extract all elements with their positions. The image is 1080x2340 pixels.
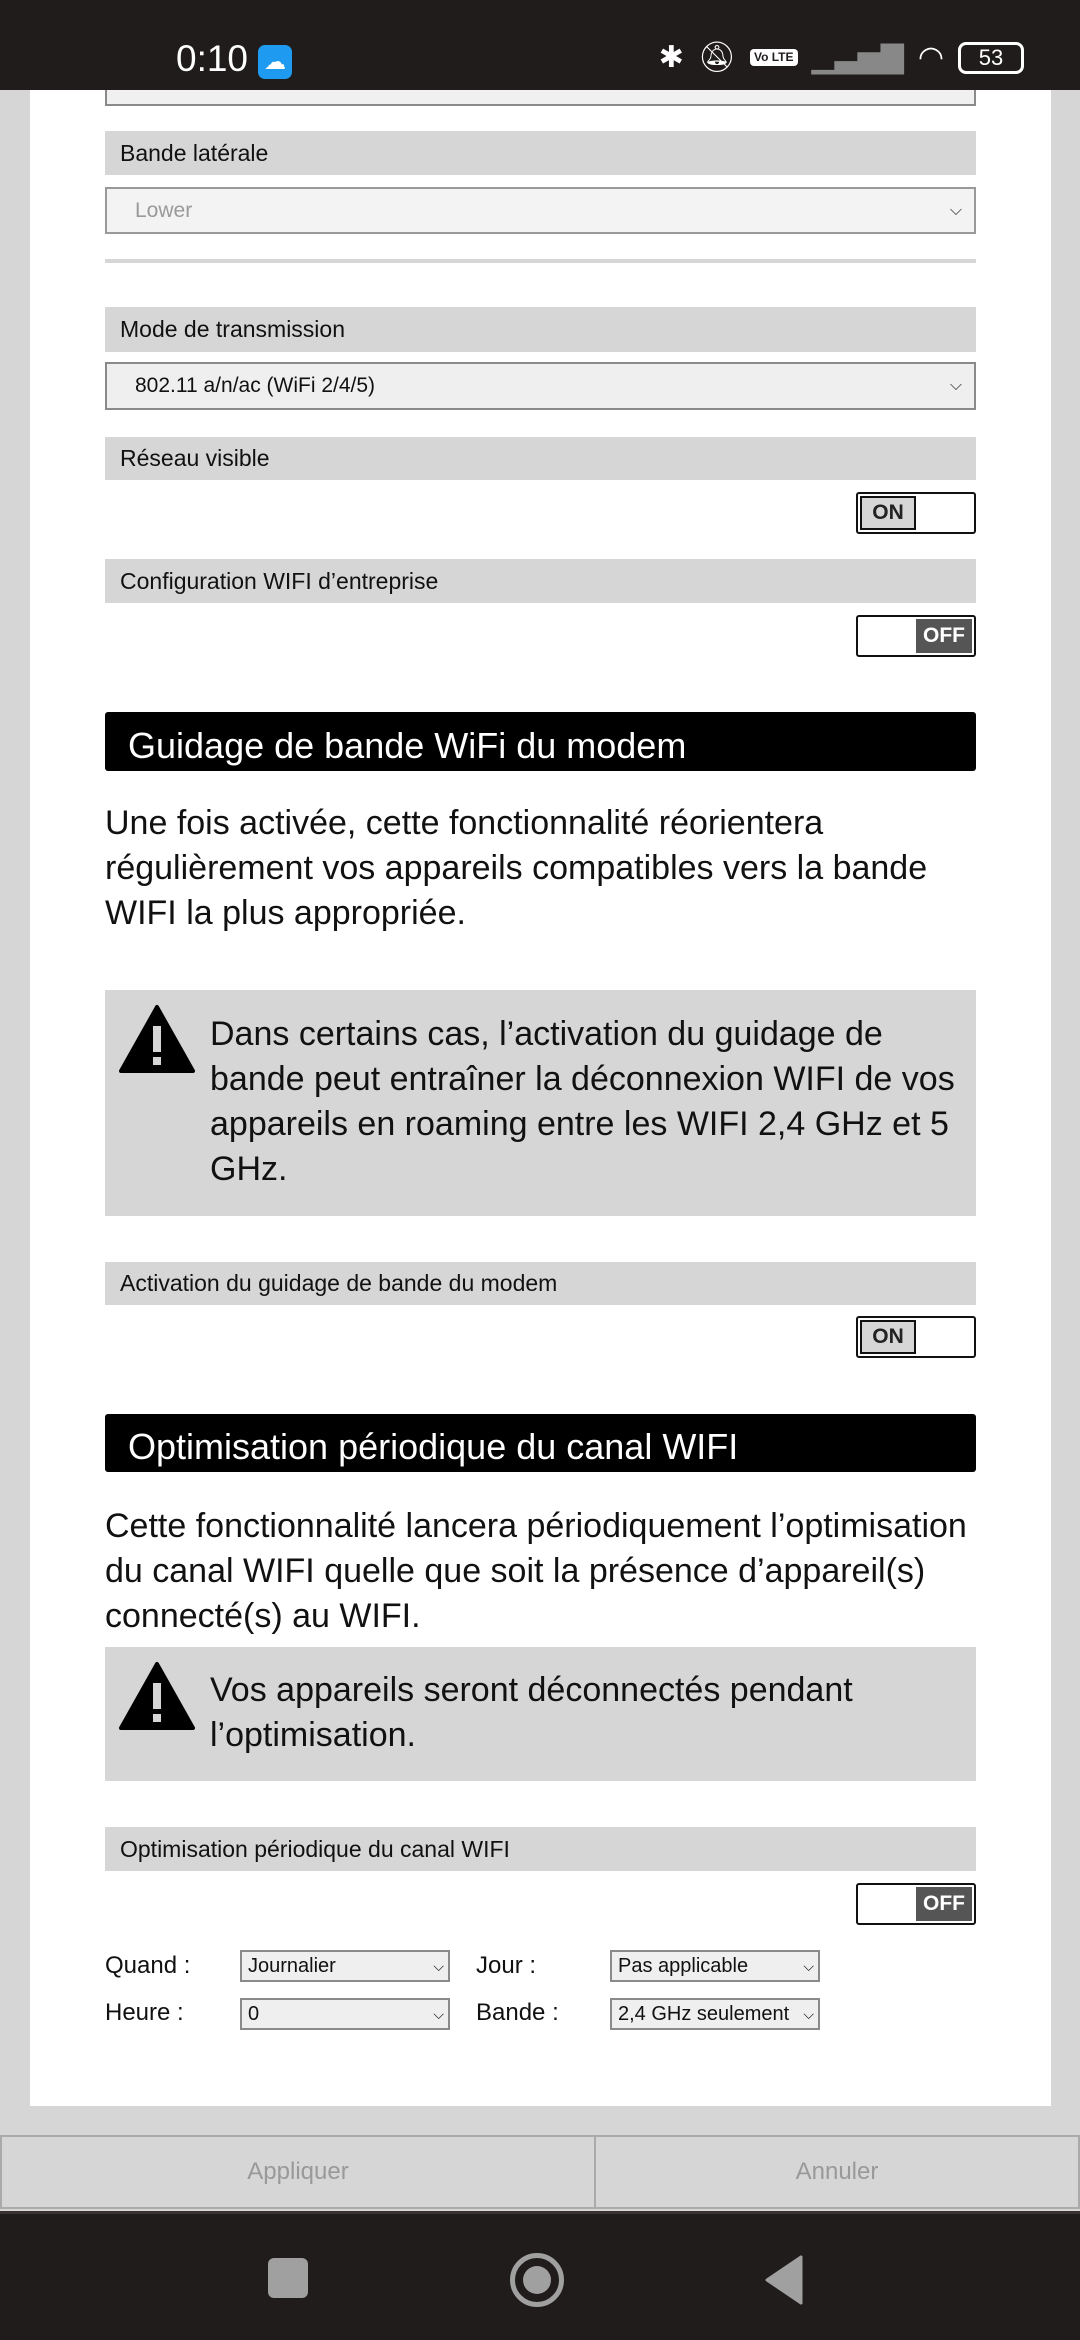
hour-select[interactable] — [240, 1998, 450, 2030]
band-value: 2,4 GHz seulement — [618, 2003, 790, 2025]
day-select[interactable] — [610, 1950, 820, 1982]
cloud-icon: ☁ — [258, 45, 292, 79]
chevron-down-icon: ⌵ — [949, 377, 962, 394]
warning-icon — [119, 1004, 195, 1074]
sideband-value: Lower — [135, 198, 193, 222]
back-button[interactable] — [763, 2255, 805, 2305]
day-value: Pas applicable — [618, 1955, 749, 1977]
channel-opt-toggle-label: Optimisation périodique du canal WIFI — [105, 1827, 976, 1871]
channel-opt-toggle[interactable] — [856, 1883, 976, 1925]
enterprise-toggle[interactable] — [856, 615, 976, 657]
status-bar — [0, 0, 1080, 90]
visible-label: Réseau visible — [105, 437, 976, 480]
apply-button[interactable]: Appliquer — [0, 2135, 596, 2209]
transmission-select[interactable] — [105, 362, 976, 410]
sideband-select[interactable] — [105, 187, 976, 234]
transmission-label: Mode de transmission — [105, 307, 976, 352]
band-steering-header: Guidage de bande WiFi du modem — [105, 712, 976, 771]
chevron-down-icon: ⌵ — [433, 2006, 444, 2022]
mute-bell-icon: 🔕︎ — [697, 41, 736, 74]
warning-icon — [119, 1661, 195, 1731]
band-steering-toggle-label: Activation du guidage de bande du modem — [105, 1262, 976, 1305]
sideband-label: Bande latérale — [105, 131, 976, 175]
transmission-value: 802.11 a/n/ac (WiFi 2/4/5) — [135, 374, 376, 397]
home-icon — [523, 2266, 551, 2294]
chevron-down-icon: ⌵ — [803, 2006, 814, 2022]
enterprise-label: Configuration WIFI d’entreprise — [105, 559, 976, 603]
toggle-state: OFF — [916, 1887, 972, 1921]
navigation-bar — [0, 2211, 1080, 2340]
band-steering-description: Une fois activée, cette fonctionnalité réorientera régulièrement vos appareils compatibles vers la bande WIFI la plus appropriée. — [105, 804, 928, 932]
visible-toggle[interactable] — [856, 492, 976, 534]
chevron-down-icon: ⌵ — [803, 1958, 814, 1974]
when-label: Quand : — [105, 1952, 191, 1979]
band-label: Bande : — [476, 1999, 559, 2026]
cancel-button[interactable]: Annuler — [594, 2135, 1080, 2209]
channel-opt-header: Optimisation périodique du canal WIFI — [105, 1414, 976, 1472]
channel-opt-description: Cette fonctionnalité lancera périodiquement l’optimisation du canal WIFI quelle que soit la présence d’appareil(s) connecté(s) au WIFI. — [105, 1507, 967, 1635]
chevron-down-icon: ⌵ — [949, 201, 962, 219]
channel-opt-warning — [105, 1647, 976, 1781]
volte-icon: Vo LTE — [750, 49, 798, 66]
warning-text: Vos appareils seront déconnectés pendant l’optimisation. — [210, 1671, 853, 1754]
home-button[interactable] — [510, 2253, 564, 2307]
hour-label: Heure : — [105, 1999, 184, 2026]
clock: 0:10 — [176, 38, 249, 79]
bluetooth-icon: ✱ — [658, 41, 684, 74]
recents-button[interactable] — [268, 2258, 308, 2298]
band-select[interactable] — [610, 1998, 820, 2030]
when-select[interactable] — [240, 1950, 450, 1982]
divider — [105, 259, 976, 263]
day-label: Jour : — [476, 1952, 537, 1979]
wifi-icon: ◠ — [917, 41, 944, 74]
toggle-state: ON — [860, 496, 916, 530]
when-value: Journalier — [248, 1955, 336, 1977]
battery-icon: 53 — [958, 42, 1024, 74]
signal-icon: ▁▃▅▇ — [811, 41, 904, 74]
hour-value: 0 — [248, 2003, 260, 2025]
band-steering-toggle[interactable] — [856, 1316, 976, 1358]
warning-text: Dans certains cas, l’activation du guidage de bande peut entraîner la déconnexion WIFI de vos appareils en roaming entre les WIFI 2,4 GHz et 5 GHz. — [210, 1015, 955, 1188]
chevron-down-icon: ⌵ — [433, 1958, 444, 1974]
toggle-state: OFF — [916, 619, 972, 653]
toggle-state: ON — [860, 1320, 916, 1354]
band-steering-warning — [105, 990, 976, 1216]
